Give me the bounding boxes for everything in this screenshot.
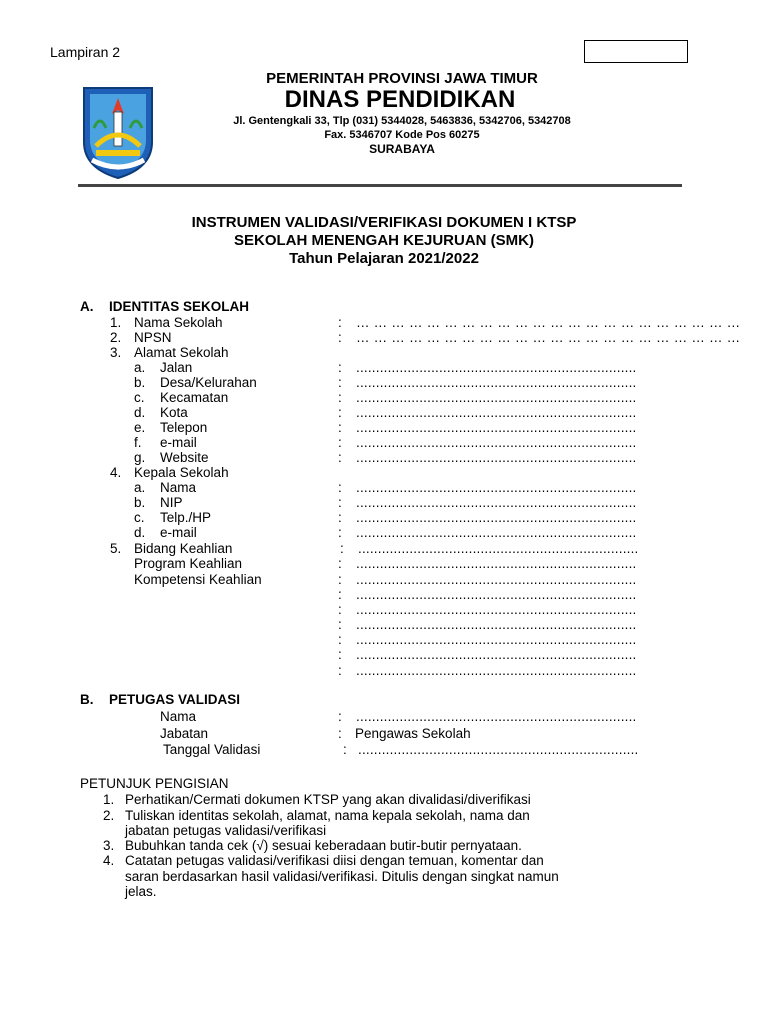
colon: : [338, 647, 342, 662]
colon: : [338, 617, 342, 632]
field-kompetensi-5[interactable]: ....................................................................... [356, 632, 637, 647]
field-telepon[interactable]: ....................................................................... [356, 420, 637, 435]
label-telepon: Telepon [160, 420, 208, 435]
petunjuk-number: 2. [103, 808, 115, 823]
colon: : [338, 495, 342, 510]
colon: : [338, 572, 342, 587]
petunjuk-item-1: Perhatikan/Cermati dokumen KTSP yang akan divalidasi/diverifikasi [125, 792, 531, 807]
colon: : [338, 435, 342, 450]
doc-title-1: INSTRUMEN VALIDASI/VERIFIKASI DOKUMEN I KTSP [191, 214, 577, 231]
section-a-heading: IDENTITAS SEKOLAH [109, 299, 250, 314]
field-kompetensi-1[interactable]: ....................................................................... [356, 572, 637, 587]
colon: : [338, 480, 342, 495]
label-program-keahlian: Program Keahlian [134, 556, 243, 571]
colon: : [338, 525, 342, 540]
petunjuk-item-4-cont2: jelas. [125, 884, 157, 899]
colon: : [338, 587, 342, 602]
item-number: 2. [110, 330, 122, 345]
sub-letter: c. [134, 390, 145, 405]
petunjuk-number: 3. [103, 838, 115, 853]
colon: : [338, 420, 342, 435]
colon: : [338, 510, 342, 525]
label-desa-kelurahan: Desa/Kelurahan [160, 375, 257, 390]
field-kompetensi-7[interactable]: ....................................................................... [356, 663, 637, 678]
colon: : [338, 556, 342, 571]
colon: : [338, 360, 342, 375]
lampiran-label: Lampiran 2 [50, 44, 121, 60]
sub-letter: b. [134, 375, 146, 390]
field-kompetensi-2[interactable]: ....................................................................... [356, 587, 637, 602]
value-jabatan: Pengawas Sekolah [355, 726, 471, 741]
document-code-box [584, 40, 688, 63]
label-npsn: NPSN [134, 330, 172, 345]
field-desa-kelurahan[interactable]: ....................................................................... [356, 375, 637, 390]
label-nip: NIP [160, 495, 183, 510]
field-kompetensi-4[interactable]: ....................................................................... [356, 617, 637, 632]
field-bidang-keahlian[interactable]: ....................................................................... [358, 541, 639, 556]
colon: : [343, 742, 347, 757]
label-kepala-sekolah: Kepala Sekolah [134, 465, 229, 480]
sub-letter: f. [134, 435, 142, 450]
label-kota: Kota [160, 405, 188, 420]
colon: : [338, 709, 342, 724]
field-nama-petugas[interactable]: ....................................................................... [356, 709, 637, 724]
colon: : [338, 375, 342, 390]
sub-letter: e. [134, 420, 146, 435]
sub-letter: a. [134, 480, 146, 495]
item-number: 3. [110, 345, 122, 360]
label-kecamatan: Kecamatan [160, 390, 229, 405]
label-nama-petugas: Nama [160, 709, 197, 724]
sub-letter: g. [134, 450, 146, 465]
petunjuk-item-4: Catatan petugas validasi/verifikasi diisi dengan temuan, komentar dan [125, 853, 544, 868]
section-b-heading: PETUGAS VALIDASI [109, 692, 241, 707]
colon: : [340, 541, 344, 556]
item-number: 1. [110, 315, 122, 330]
section-b-letter: B. [80, 692, 94, 707]
field-telp-hp[interactable]: ....................................................................... [356, 510, 637, 525]
label-bidang-keahlian: Bidang Keahlian [134, 541, 233, 556]
label-telp-hp: Telp./HP [160, 510, 212, 525]
header-address: Jl. Gentengkali 33, Tlp (031) 5344028, 5463836, 5342706, 5342708 [233, 115, 571, 127]
petunjuk-item-2-cont: jabatan petugas validasi/verifikasi [125, 823, 327, 838]
label-nama-kepsek: Nama [160, 480, 197, 495]
field-kompetensi-3[interactable]: ....................................................................... [356, 602, 637, 617]
doc-title-3: Tahun Pelajaran 2021/2022 [289, 250, 479, 267]
field-jalan[interactable]: ....................................................................... [356, 360, 637, 375]
field-tanggal-validasi[interactable]: ....................................................................... [358, 742, 639, 757]
label-tanggal-validasi: Tanggal Validasi [163, 742, 261, 757]
colon: : [338, 315, 342, 330]
label-kompetensi-keahlian: Kompetensi Keahlian [134, 572, 262, 587]
colon: : [338, 330, 342, 345]
field-email-kepsek[interactable]: ....................................................................... [356, 525, 637, 540]
item-number: 4. [110, 465, 122, 480]
colon: : [338, 390, 342, 405]
colon: : [338, 602, 342, 617]
colon: : [338, 450, 342, 465]
section-a-letter: A. [80, 299, 94, 314]
header-government: PEMERINTAH PROVINSI JAWA TIMUR [266, 70, 538, 87]
field-kompetensi-6[interactable]: ....................................................................... [356, 647, 637, 662]
field-program-keahlian[interactable]: ....................................................................... [356, 556, 637, 571]
sub-letter: d. [134, 405, 146, 420]
petunjuk-item-3: Bubuhkan tanda cek (√) sesuai keberadaan butir-butir pernyataan. [125, 838, 522, 853]
label-website: Website [160, 450, 209, 465]
header-city: SURABAYA [369, 142, 435, 156]
colon: : [338, 632, 342, 647]
colon: : [338, 405, 342, 420]
sub-letter: a. [134, 360, 146, 375]
doc-title-2: SEKOLAH MENENGAH KEJURUAN (SMK) [233, 232, 534, 249]
label-alamat-sekolah: Alamat Sekolah [134, 345, 229, 360]
field-email-sekolah[interactable]: ....................................................................... [356, 435, 637, 450]
sub-letter: b. [134, 495, 146, 510]
field-kecamatan[interactable]: ....................................................................... [356, 390, 637, 405]
sub-letter: d. [134, 525, 146, 540]
field-website[interactable]: ....................................................................... [356, 450, 637, 465]
petunjuk-number: 1. [103, 792, 115, 807]
colon: : [338, 726, 342, 741]
field-nama-sekolah[interactable]: … … … … … … … … … … … … … … … … … … … … … … [356, 315, 741, 330]
label-email-kepsek: e-mail [160, 525, 197, 540]
field-npsn[interactable]: … … … … … … … … … … … … … … … … … … … … … … [356, 330, 741, 345]
header-department: DINAS PENDIDIKAN [284, 86, 516, 113]
field-kota[interactable]: ....................................................................... [356, 405, 637, 420]
field-nip[interactable]: ....................................................................... [356, 495, 637, 510]
petunjuk-heading: PETUNJUK PENGISIAN [80, 776, 229, 791]
petunjuk-item-4-cont: saran berdasarkan hasil validasi/verifikasi. Ditulis dengan singkat namun [125, 869, 559, 884]
petunjuk-item-2: Tuliskan identitas sekolah, alamat, nama kepala sekolah, nama dan [125, 808, 530, 823]
field-nama-kepsek[interactable]: ....................................................................... [356, 480, 637, 495]
header-divider [78, 184, 682, 187]
colon: : [338, 663, 342, 678]
sub-letter: c. [134, 510, 145, 525]
label-nama-sekolah: Nama Sekolah [134, 315, 223, 330]
petunjuk-number: 4. [103, 853, 115, 868]
label-jabatan: Jabatan [160, 726, 209, 741]
header-fax: Fax. 5346707 Kode Pos 60275 [324, 129, 480, 141]
label-jalan: Jalan [160, 360, 193, 375]
item-number: 5. [110, 541, 122, 556]
label-email-sekolah: e-mail [160, 435, 197, 450]
